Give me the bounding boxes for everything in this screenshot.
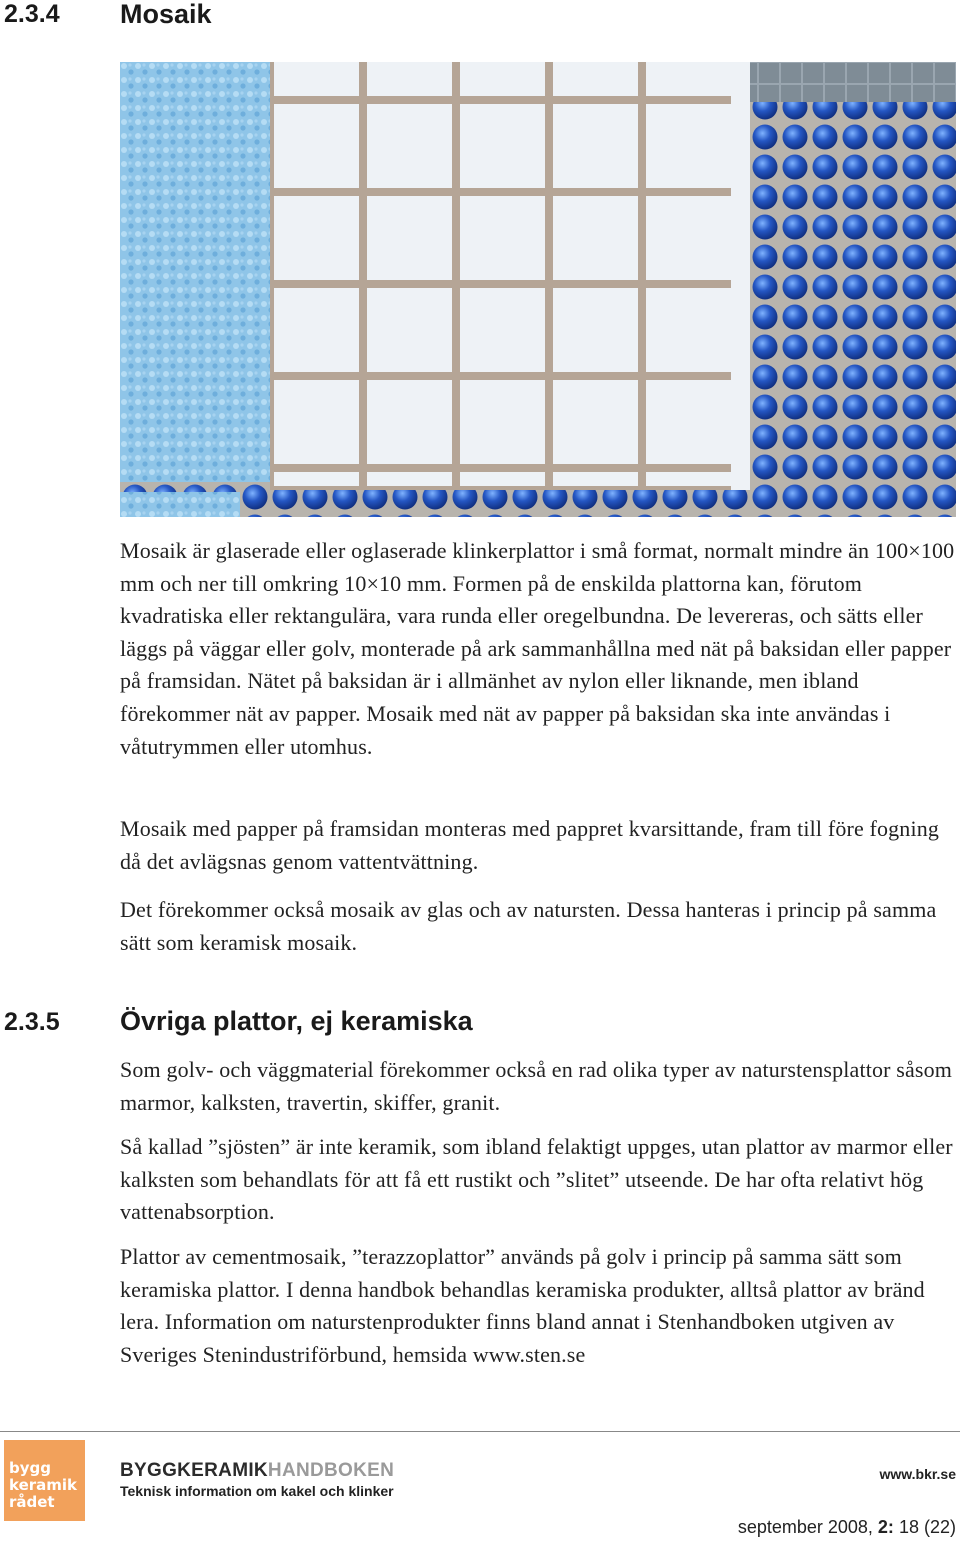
paragraph: Som golv- och väggmaterial förekommer också en rad olika typer av naturstensplattor såsom marmor, kalksten, travertin, skiffer, granit. [120, 1057, 953, 1115]
handbook-brand [120, 1460, 394, 1482]
brand-light: HANDBOKEN [267, 1460, 395, 1481]
page-info [738, 1517, 956, 1538]
paragraph: Mosaik är glaserade eller oglaserade klinkerplattor i små format, normalt mindre än 100×100 mm och ner till omkring 10×10 mm. Formen på de enskilda plattorna kan, förutom kvadratiska eller rektangulära, vara runda eller oregelbundna. De levereras, och sätts eller läggs på väggar eller golv, monterade på ark sammanhållna med nät på baksidan eller papper på framsidan. Nätet på baksidan är i allmänhet av nylon eller liknande, men ibland förekommer nät av papper. Mosaik med nät av papper på baksidan ska inte användas i våtutrymmen eller utomhus. [120, 538, 955, 759]
section-title: Övriga plattor, ej keramiska [120, 1006, 473, 1036]
paragraph: Plattor av cementmosaik, ”terazzoplattor” används på golv i princip på samma sätt som keramiska plattor. I denna handbok behandlas keramiska produkter, alltså plattor av bränd lera. Information om naturstenprodukter finns bland annat i Stenhandboken utgiven av Sveriges Stenindustriförbund, hemsida www.sten.se [120, 1244, 925, 1367]
brand-bold: BYGGKERAMIK [120, 1460, 268, 1481]
logo-text: keramik [9, 1476, 78, 1494]
section-title: Mosaik [120, 0, 212, 29]
publication-date: september 2008, [737, 1517, 873, 1537]
website-link[interactable]: www.bkr.se [879, 1466, 956, 1482]
handbook-tagline: Teknisk information om kakel och klinker [120, 1483, 394, 1499]
mosaic-tiles-photo [120, 62, 956, 517]
paragraph: Så kallad ”sjösten” är inte keramik, som ibland felaktigt uppges, utan plattor av marmor eller kalksten som behandlats för att få ett rustikt och ”slitet” utseende. De har ofta relativt hög vattenabsorption. [120, 1134, 953, 1225]
section-number: 2.3.5 [4, 1008, 60, 1036]
paragraph: Mosaik med papper på framsidan monteras med pappret kvarsittande, fram till före fogning då det avlägsnas genom vattentvättning. [120, 816, 940, 874]
section-number: 2.3.4 [4, 0, 60, 28]
page-number: 18 (22) [898, 1517, 956, 1537]
paragraph: Det förekommer också mosaik av glas och av natursten. Dessa hanteras i princip på samma sätt som keramisk mosaik. [120, 897, 937, 955]
footer-divider [0, 1431, 960, 1432]
logo-text: bygg [9, 1459, 51, 1477]
byggkeramikradet-logo [4, 1440, 85, 1521]
chapter-number: 2: [877, 1517, 894, 1537]
logo-text: rådet [9, 1493, 55, 1511]
